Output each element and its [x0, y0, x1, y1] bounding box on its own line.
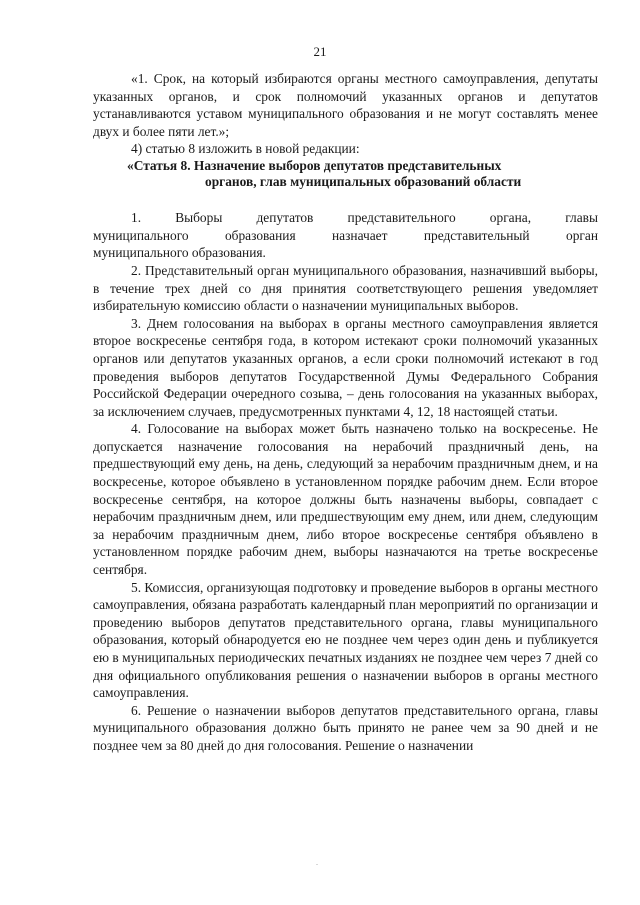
spacer: [93, 189, 598, 209]
item-1-line1: 1. Выборы депутатов представительного органа, главы: [131, 210, 598, 226]
item-1-line2: муниципального образования назначает представительный орган: [93, 227, 598, 243]
footer-mark: .: [316, 858, 318, 867]
item-6: 6. Решение о назначении выборов депутатов представительного органа, главы муниципального образования должно быть принято не ранее чем за 90 дней и не позднее чем за 80 дней до дня голосования. Решение о назначении: [93, 702, 598, 753]
document-body: [93, 70, 598, 755]
article-8-heading-line2: органов, глав муниципальных образований области: [205, 173, 522, 189]
item-4: 4. Голосование на выборах может быть назначено только на воскресенье. Не допускается назначение голосования на нерабочий праздничный день, на предшествующий ему день, на день, следующий за нерабочим праздничным днем, и на воскресенье, которое объявлено в установленном порядке рабочим днем. Если второе воскресенье сентября, на которое должны быть назначены выборы, совпадает с нерабочим праздничным днем, или предшествующим ему днем, или днем, следующим за нерабочим праздничным днем, либо второе воскресенье сентября объявлено в установленном порядке рабочим днем, выборы назначаются на третье воскресенье сентября.: [93, 421, 598, 578]
article-8-heading: [93, 158, 598, 189]
item-1-line3: муниципального образования.: [93, 245, 266, 261]
paragraph-article-8-intro: 4) статью 8 изложить в новой редакции:: [131, 141, 360, 157]
article-8-heading-line1: «Статья 8. Назначение выборов депутатов представительных: [127, 157, 502, 173]
page-number: 21: [313, 44, 327, 59]
paragraph-term-of-office: «1. Срок, на который избираются органы местного самоуправления, депутаты указанных органов, и срок полномочий указанных органов и депутатов устанавливаются уставом муниципального образования и не могут составлять менее двух и более пяти лет.»;: [93, 71, 598, 139]
item-5: 5. Комиссия, организующая подготовку и проведение выборов в органы местного самоуправления, обязана разработать календарный план мероприятий по организации и проведению выборов депутатов представительного органа, главы муниципального образования, который обнародуется ею не позднее чем через один день и публикуется ею в муниципальных периодических печатных изданиях не позднее чем через 7 дней со дня официального опубликования решения о назначении выборов в органы местного самоуправления.: [93, 579, 598, 701]
item-3: 3. Днем голосования на выборах в органы местного самоуправления является второе воскресенье сентября года, в котором истекают сроки полномочий указанных органов или депутатов указанных органов, а если сроки полномочий истекают в год проведения выборов депутатов Государственной Думы Федерального Собрания Российской Федерации очередного созыва, – день голосования на указанных выборах, за исключением случаев, предусмотренных пунктами 4, 12, 18 настоящей статьи.: [93, 315, 598, 419]
item-2: 2. Представительный орган муниципального образования, назначивший выборы, в течение трех дней со дня принятия соответствующего решения уведомляет избирательную комиссию области о назначении муниципальных выборов.: [93, 262, 598, 314]
